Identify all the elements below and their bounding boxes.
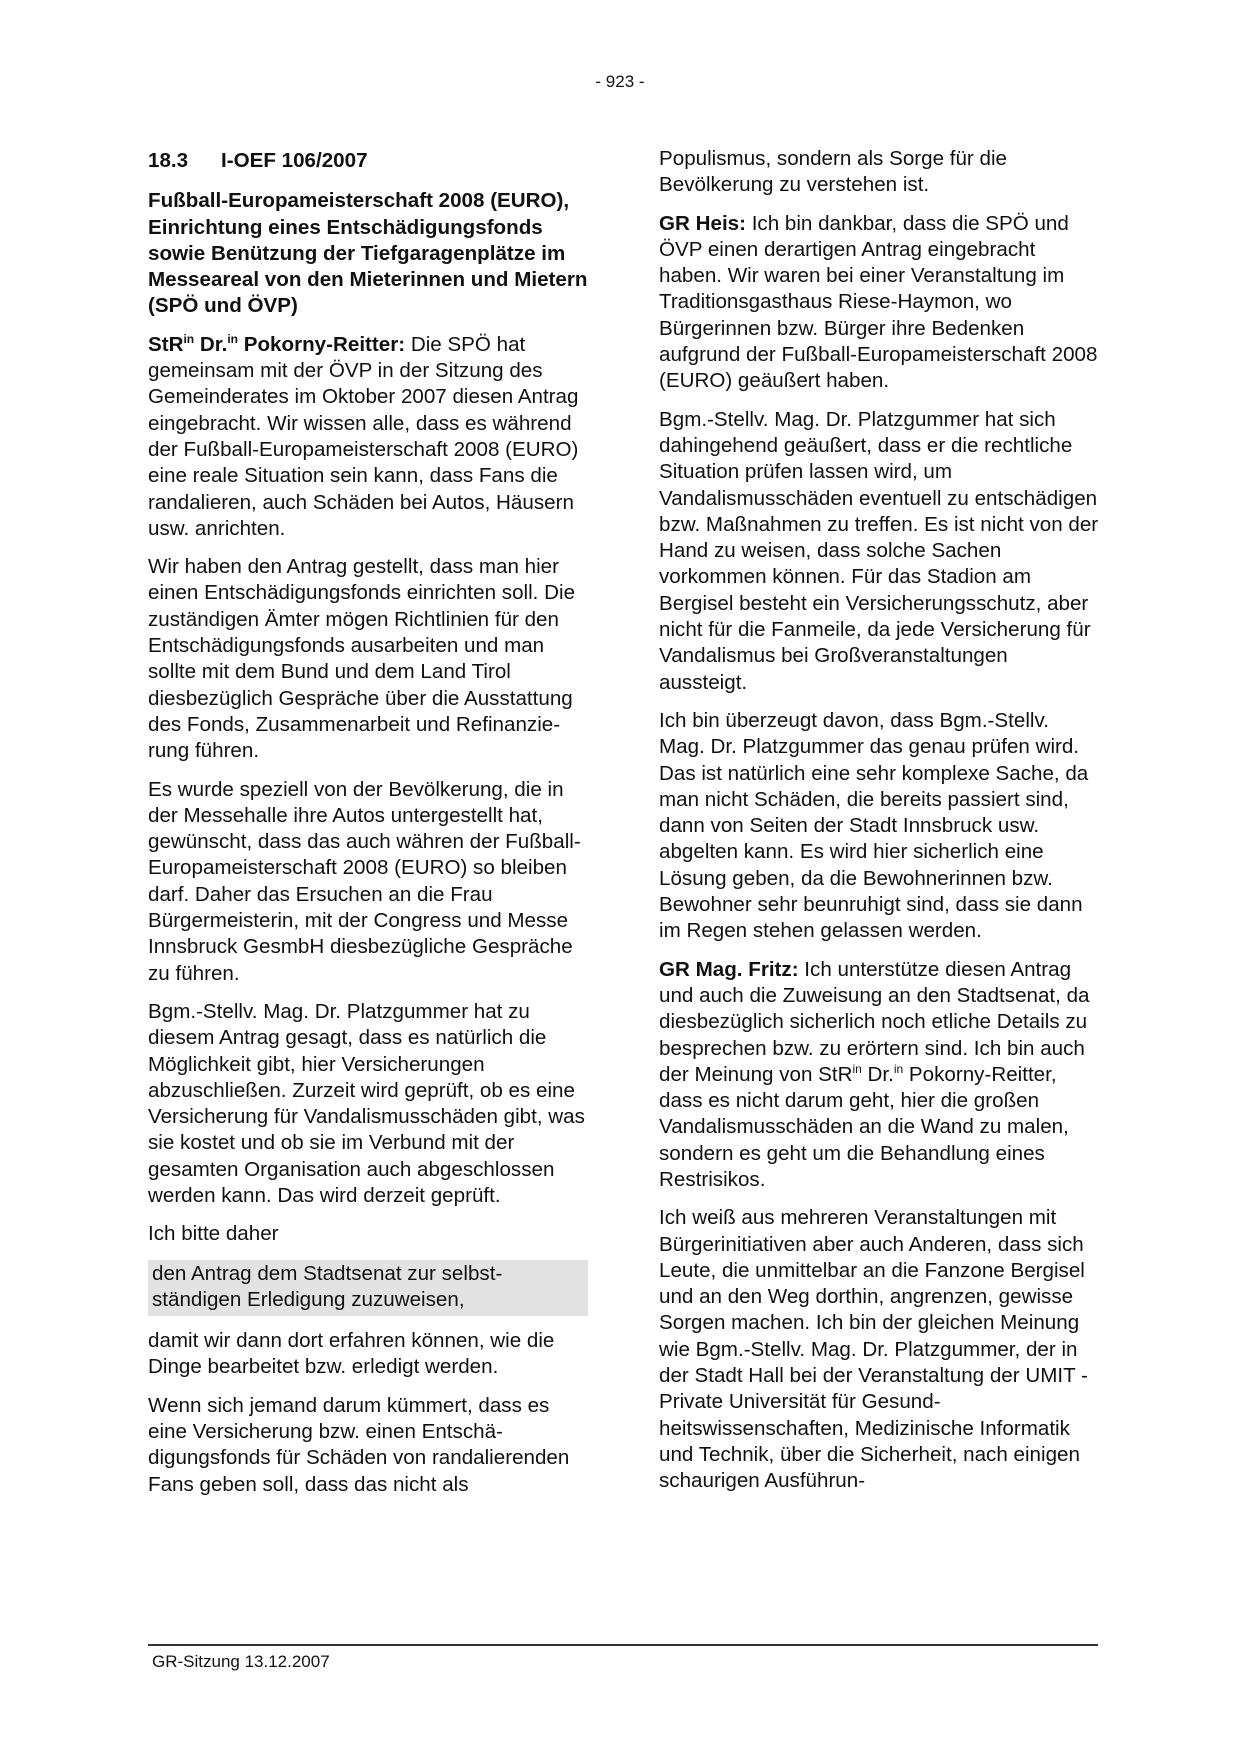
speech-paragraph: Bgm.-Stellv. Mag. Dr. Platzgummer hat zu diesem Antrag gesagt, dass es natürlich die Möglichkeit gibt, hier Versicherungen abzuschließen. Zurzeit wird geprüft, ob es eine Versicherung für Vandalismusschäden gibt, was sie kostet und ob sie im Verbund mit der gesamten Organisation auch abgeschlossen werden kann. Das wird derzeit geprüft. <box>148 999 585 1207</box>
speech-text: Ich bin dankbar, dass die SPÖ und ÖVP einen derartigen Antrag eingebracht haben. Wir waren bei einer Veranstaltung im Traditionsgasthaus Riese-Haymon, wo Bürgerinnen bzw. Bürger ihre Bedenken aufgrund der Fußball-Europameisterschaft 2008 (EURO) geäußert haben. <box>659 211 1098 393</box>
speech-paragraph: Wenn sich jemand darum kümmert, dass es eine Versicherung bzw. einen Entschädigungsfonds für Schäden von randalierenden Fans geben soll, dass das nicht als <box>148 1393 570 1496</box>
speaker-name: GR Heis: <box>659 211 746 235</box>
speech-paragraph: Populismus, sondern als Sorge für die Bevölkerung zu verstehen ist. <box>659 147 1007 197</box>
agenda-title: Fußball-Europameisterschaft 2008 (EURO), Einrichtung eines Entschädigungsfonds sowie Benützung der Tiefgaragenplätze im Messeareal von den Mieterinnen und Mietern (SPÖ und ÖVP) <box>148 189 588 318</box>
speech-paragraph: Ich weiß aus mehreren Veranstaltungen mit Bürgerinitiativen aber auch Anderen, dass sich Leute, die unmittelbar an die Fanzone Bergisel und an den Weg dorthin, angrenzen, gewisse Sorgen machen. Ich bin der gleichen Meinung wie Bgm.-Stellv. Mag. Dr. Platzgummer, der in der Stadt Hall bei der Veranstaltung der UMIT - Private Universität für Gesundheitswissenschaften, Medizinische Informatik und Technik, über die Sicherheit, nach einigen schaurigen Ausführun- <box>659 1206 1088 1493</box>
left-column <box>148 148 588 1510</box>
speech-paragraph: Ich bitte daher <box>148 1222 279 1246</box>
speech-paragraph: Bgm.-Stellv. Mag. Dr. Platzgummer hat sich dahingehend geäußert, dass er die rechtliche Situation prüfen lassen wird, um Vandalismusschäden eventuell zu entschädigen bzw. Maßnahmen zu treffen. Es ist nicht von der Hand zu weisen, dass solche Sachen vorkommen können. Für das Stadion am Bergisel besteht ein Versicherungsschutz, aber nicht für die Fanmeile, da jede Versicherung für Vandalismus bei Großveranstaltungen aussteigt. <box>659 407 1099 694</box>
speech-paragraph: Es wurde speziell von der Bevölkerung, die in der Messehalle ihre Autos untergestellt hat, gewünscht, dass das auch währen der Fußball-Europameisterschaft 2008 (EURO) so bleiben darf. Daher das Ersuchen an die Frau Bürgermeisterin, mit der Congress und Messe Innsbruck GesmbH diesbezügliche Gespräche zu führen. <box>148 777 581 985</box>
speech-text: Die SPÖ hat gemeinsam mit der ÖVP in der Sitzung des Gemeinderates im Oktober 2007 diesen Antrag eingebracht. Wir wissen alle, dass es während der Fußball-Europameisterschaft 2008 (EURO) eine reale Situation sein kann, dass Fans die randalieren, auch Schäden bei Autos, Häusern usw. anrichten. <box>148 332 579 540</box>
page-number: - 923 - <box>595 72 645 91</box>
agenda-number: 18.3 <box>148 149 189 172</box>
motion-highlight: den Antrag dem Stadtsenat zur selbstständigen Erledigung zuzuweisen, <box>148 1260 588 1317</box>
right-column <box>659 146 1099 1507</box>
agenda-code: I-OEF 106/2007 <box>221 149 368 172</box>
speaker-name: GR Mag. Fritz: <box>659 957 799 981</box>
footer-session-date: GR-Sitzung 13.12.2007 <box>152 1652 330 1671</box>
footer-divider <box>148 1644 1098 1646</box>
speech-paragraph <box>659 211 1099 395</box>
speech-paragraph: Ich bin überzeugt davon, dass Bgm.-Stellv. Mag. Dr. Platzgummer das genau prüfen wird. Das ist natürlich eine sehr komplexe Sache, da man nicht Schäden, die bereits passiert sind, dann von Seiten der Stadt Innsbruck usw. abgelten kann. Es wird hier sicherlich eine Lösung geben, da die Bewohnerinnen bzw. Bewohner sehr beunruhigt sind, dass sie dann im Regen stehen gelassen werden. <box>659 708 1089 943</box>
speech-paragraph: damit wir dann dort erfahren können, wie die Dinge bearbeitet bzw. erledigt werden. <box>148 1329 555 1379</box>
speaker-name: StR$^{in}$ Dr.$^{in}$ Pokorny-Reitter: <box>148 331 406 356</box>
agenda-heading <box>148 148 588 174</box>
speech-paragraph <box>148 332 588 542</box>
speech-paragraph: Wir haben den Antrag gestellt, dass man hier einen Entschädigungsfonds einrichten soll. Die zuständigen Ämter mögen Richtlinien für den Entschädigungsfonds ausarbeiten und man sollte mit dem Bund und dem Land Tirol diesbezüglich Gespräche über die Ausstattung des Fonds, Zusammenarbeit und Refinanzierung führen. <box>148 555 576 763</box>
speech-paragraph: GR Mag. Fritz: Ich unterstütze diesen Antrag und auch die Zuweisung an den Stadtsenat, da diesbezüglich sicherlich noch etliche Details zu besprechen bzw. zu erörtern sind. Ich bin auch der Meinung von StR$^{in}$ Dr.$^{in}$ Pokorny-Reitter, dass es nicht darum geht, hier die großen Vandalismusschäden an die Wand zu malen, sondern es geht um die Behandlung eines Restrisikos. <box>659 957 1090 1191</box>
